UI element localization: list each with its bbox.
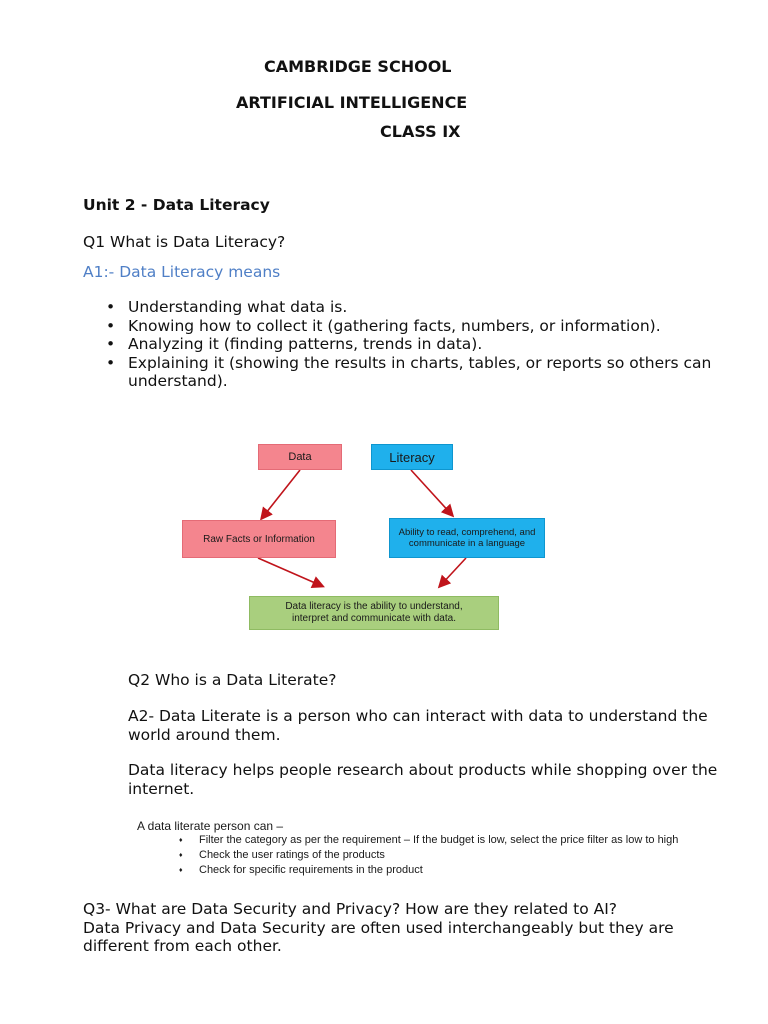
list-item: • Knowing how to collect it (gathering facts, numbers, or information). (128, 317, 728, 336)
arrow-raw-to-result (258, 558, 322, 586)
list-item: ♦ Check for specific requirements in the product (199, 864, 423, 876)
unit-heading: Unit 2 - Data Literacy (83, 196, 270, 214)
result-box: Data literacy is the ability to understand, interpret and communicate with data. (249, 596, 499, 630)
literacy-box: Literacy (371, 444, 453, 470)
arrow-literacy-to-ability (411, 470, 452, 515)
q1-answer-intro: A1:- Data Literacy means (83, 263, 281, 281)
list-item: • Analyzing it (finding patterns, trends in data). (128, 335, 728, 354)
list-item: ♦ Filter the category as per the requirement – If the budget is low, select the price filter as low to high (199, 834, 678, 846)
list-item: • Understanding what data is. (128, 298, 728, 317)
q1-question: Q1 What is Data Literacy? (83, 233, 286, 251)
q2-question: Q2 Who is a Data Literate? (128, 671, 337, 689)
ability-box: Ability to read, comprehend, and communicate in a language (389, 518, 545, 558)
class-title: CLASS IX (380, 122, 461, 141)
subject-title: ARTIFICIAL INTELLIGENCE (236, 93, 468, 112)
q3-question: Q3- What are Data Security and Privacy? How are they related to AI? (83, 900, 618, 918)
q3-section (83, 900, 723, 956)
q3-answer: Data Privacy and Data Security are often used interchangeably but they are different from each other. (83, 918, 674, 955)
arrow-data-to-raw (262, 470, 300, 518)
arrow-ability-to-result (440, 558, 466, 586)
list-item: • Explaining it (showing the results in charts, tables, or reports so others can understand). (128, 354, 728, 391)
data-box: Data (258, 444, 342, 470)
data-literacy-list (128, 298, 728, 391)
raw-facts-box: Raw Facts or Information (182, 520, 336, 558)
q2-note: Data literacy helps people research about products while shopping over the internet. (128, 761, 718, 798)
school-name: CAMBRIDGE SCHOOL (264, 57, 452, 76)
data-literacy-diagram (178, 440, 548, 640)
list-item: ♦ Check the user ratings of the products (199, 849, 385, 861)
q2-answer: A2- Data Literate is a person who can interact with data to understand the world around them. (128, 707, 708, 744)
snippet-title: A data literate person can – (137, 819, 284, 833)
